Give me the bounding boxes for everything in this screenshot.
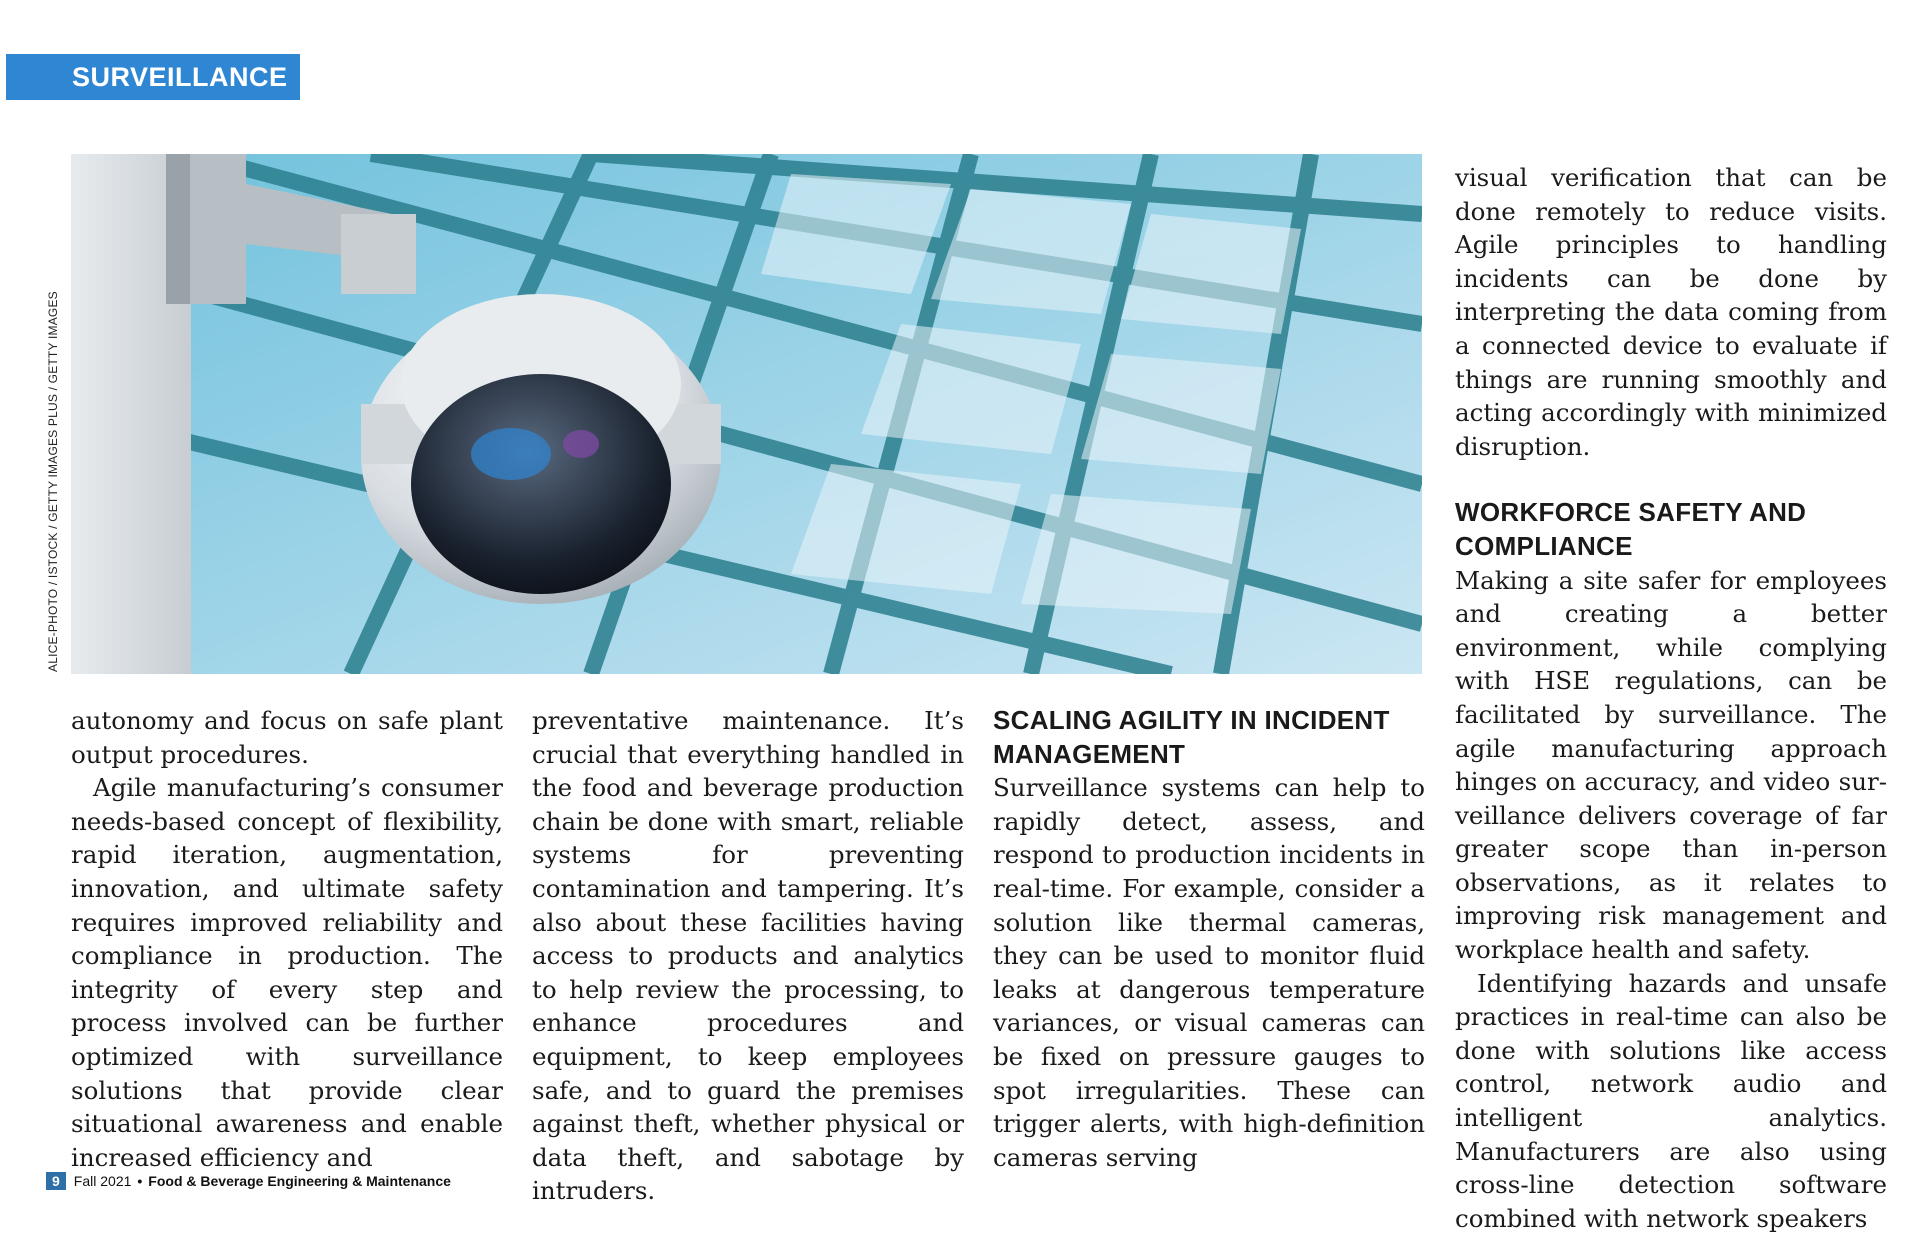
section-label: SURVEILLANCE xyxy=(6,54,300,100)
article-photo xyxy=(71,154,1422,674)
page-footer xyxy=(46,1172,451,1190)
bullet-separator: • xyxy=(137,1173,143,1189)
paragraph: preventative maintenance. It’s crucial that everything handled in the food and beverage production chain be done with smart, reliable systems for preventing contamination and tampering. It’s also about these facilities having access to products and analytics to help review the processing, to enhance procedures and equipment, to keep employees safe, and to guard the premises against theft, whether physical or data theft, and sabotage by intruders. xyxy=(532,706,964,1206)
magazine-title: Food & Beverage Engineering & Maintenance xyxy=(148,1173,451,1189)
article-column-4 xyxy=(1455,161,1887,1235)
paragraph: Surveillance systems can help to rapidly detect, assess, and respond to production incidents in real-time. For example, consider a solution like thermal cameras, they can be used to monitor fluid leaks at dangerous temperature variances, or visual cameras can be fixed on pressure gauges to spot irregularities. These can trigger alerts, with high-definition cameras serving xyxy=(993,773,1425,1172)
photo-credit: ALICE-PHOTO / ISTOCK / GETTY IMAGES PLUS / GETTY IMAGES xyxy=(46,291,60,672)
issue-date: Fall 2021 xyxy=(73,1173,132,1189)
article-column-2 xyxy=(532,704,964,1208)
camera-illustration xyxy=(71,154,1422,674)
paragraph: Making a site safer for employees and creating a better environment, while complying with HSE regulations, can be facilitated by surveillance. The agile manufacturing approach hinges on accuracy, and video surveillance delivers coverage of far greater scope than in-person observations, as it relates to improving risk management and workplace health and safety. xyxy=(1455,565,1887,965)
paragraph: Agile manufacturing’s consumer needs-based concept of flexibility, rapid iteration, augmentation, innovation, and ultimate safety requires improved reliability and compliance in production. The integrity of every step and process involved can be further optimized with surveillance solutions that provide clear situational awareness and enable increased efficiency and xyxy=(71,773,503,1172)
article-column-3 xyxy=(993,704,1425,1174)
page-number: 9 xyxy=(46,1172,66,1190)
subheading-workforce-safety: WORKFORCE SAFETY AND COMPLIANCE xyxy=(1455,497,1807,561)
paragraph: visual verification that can be done remotely to reduce visits. Agile principles to handling incidents can be done by interpreting the data coming from a connected device to evaluate if things are running smoothly and acting accordingly with minimized disruption. xyxy=(1455,163,1887,461)
paragraph: autonomy and focus on safe plant output procedures. xyxy=(71,706,503,769)
paragraph: Identifying hazards and unsafe practices in real-time can also be done with solutions like access control, network audio and intelligent analytics. Manufacturers are also using cross-line detection software combined with network speakers xyxy=(1455,968,1887,1233)
article-column-1 xyxy=(71,704,503,1174)
subheading-incident-management: SCALING AGILITY IN INCIDENT MANAGEMENT xyxy=(993,705,1390,769)
